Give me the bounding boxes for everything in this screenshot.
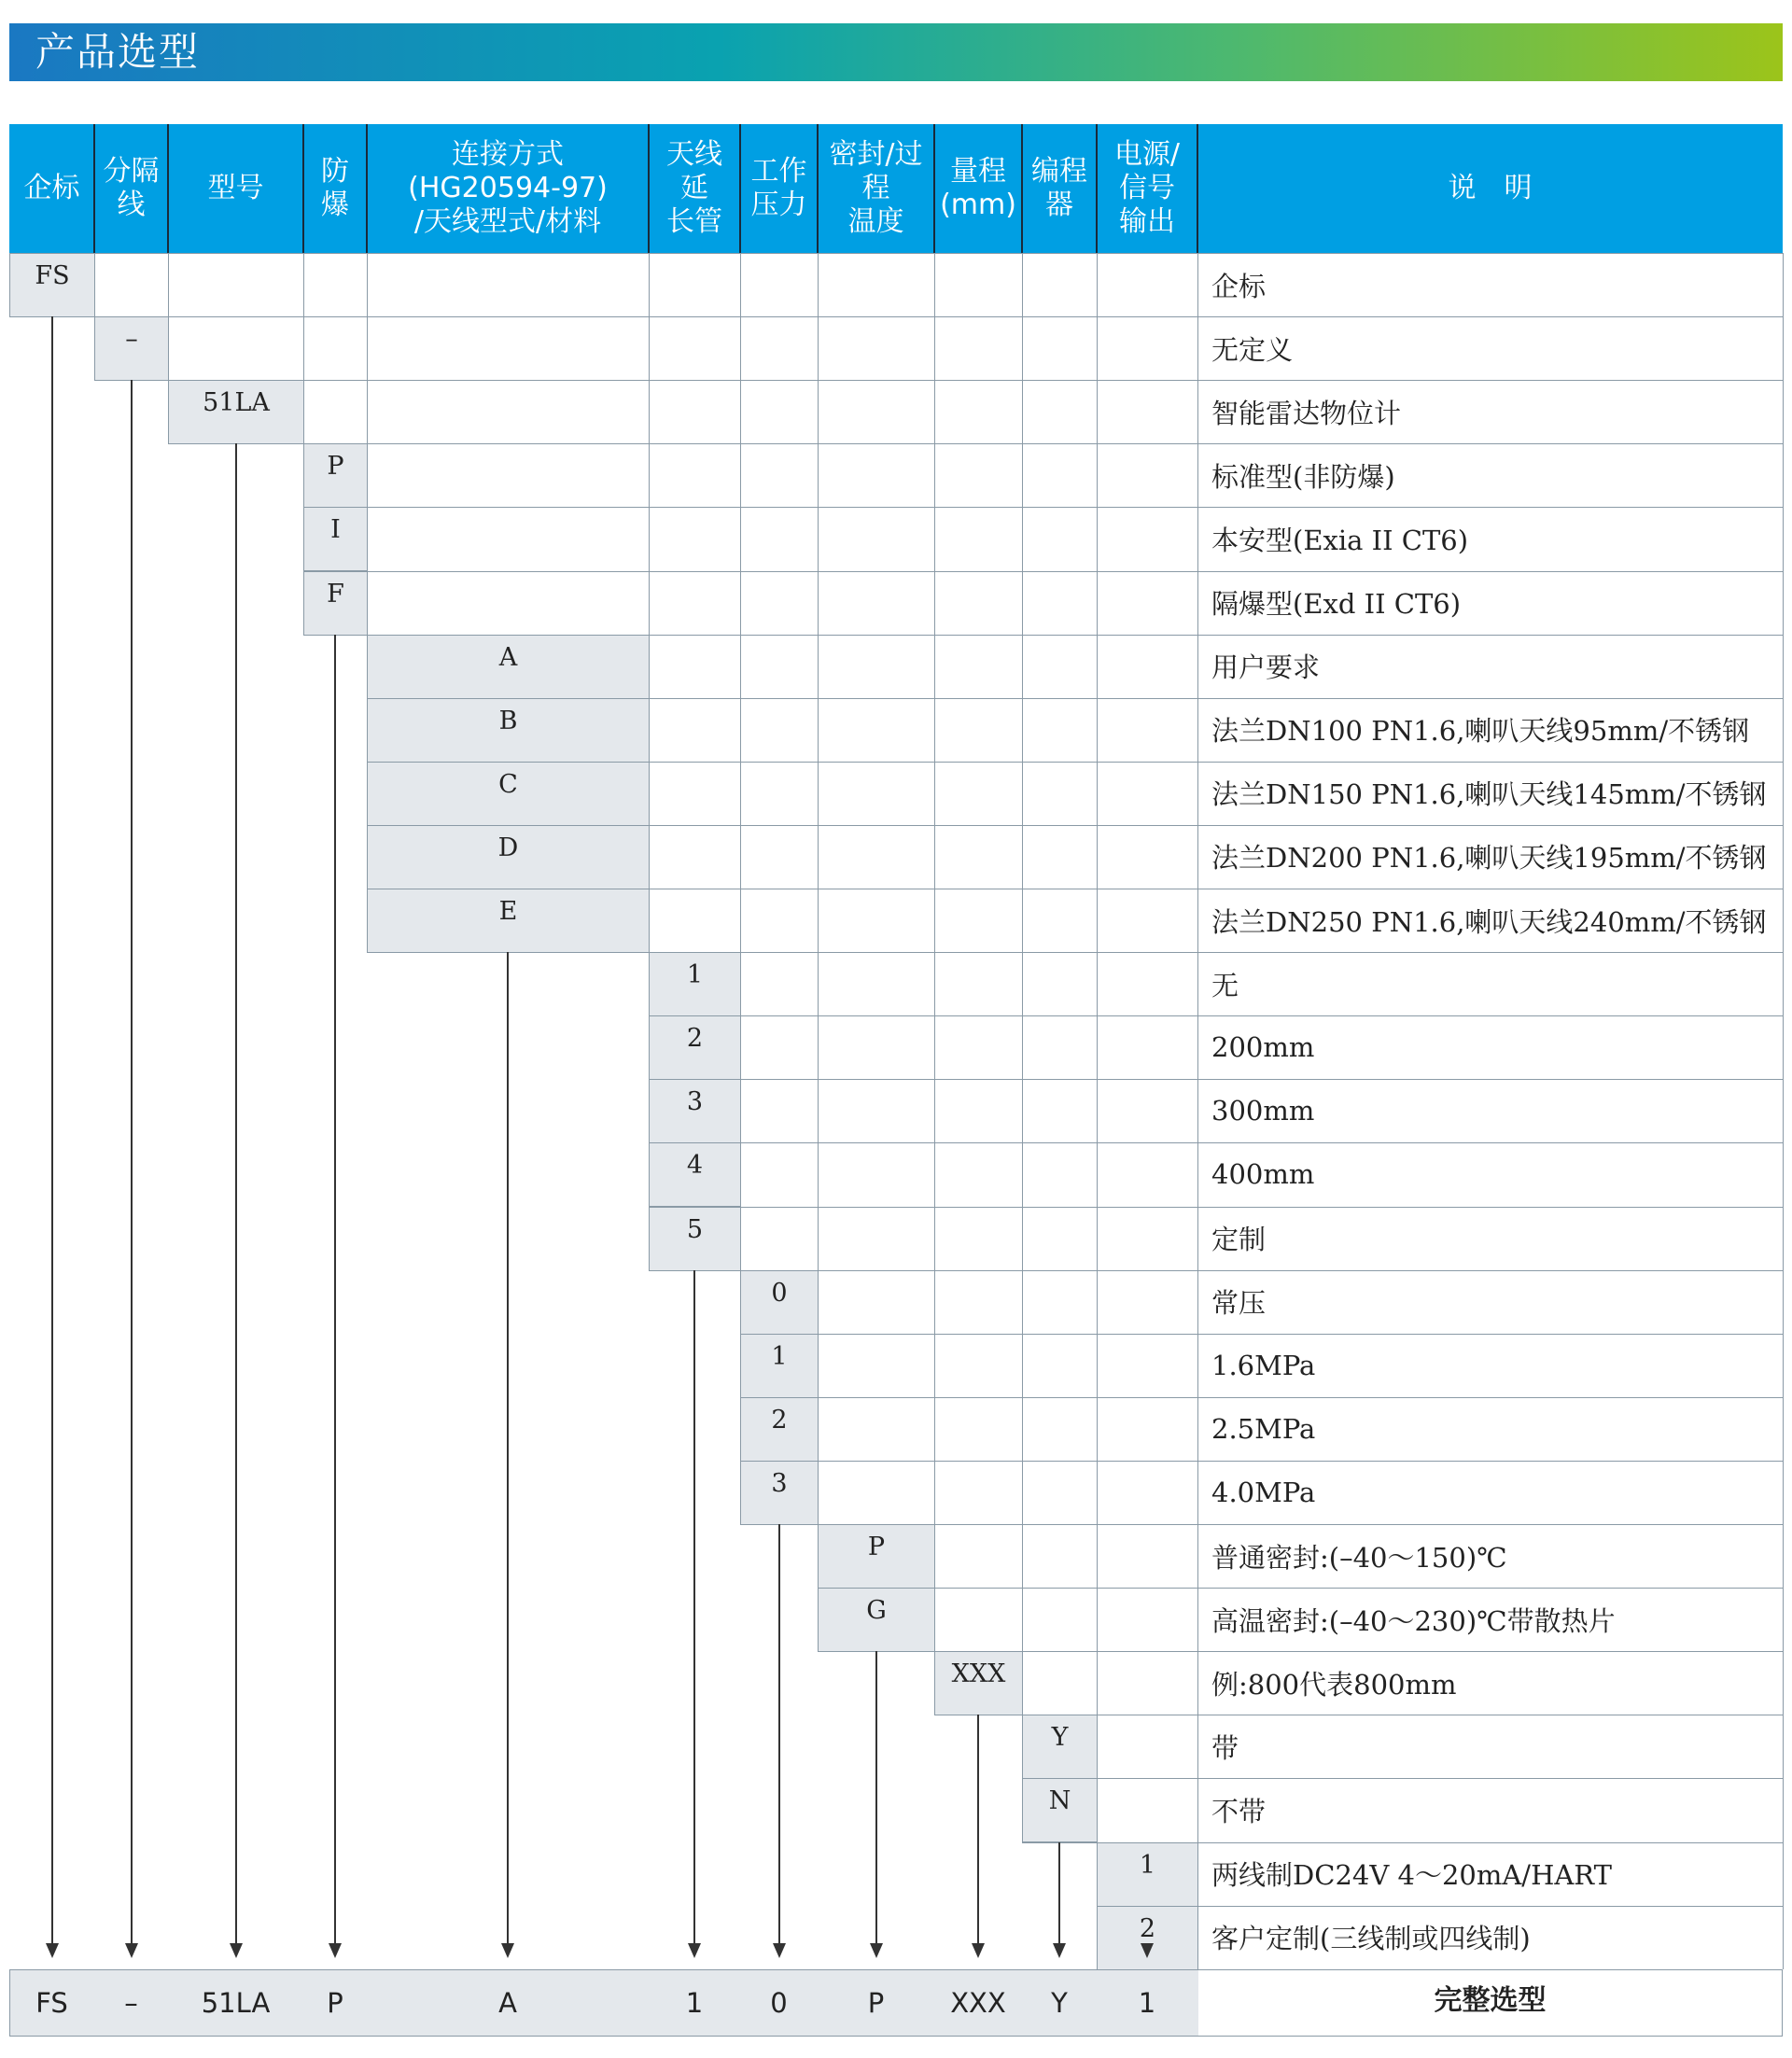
complete-selection-code: 1 (685, 1987, 704, 2019)
code-cell: A (367, 635, 650, 699)
code-cell: B (367, 698, 650, 763)
code-cell: 1 (740, 1334, 819, 1398)
column-header-line: 温度 (847, 205, 904, 238)
row-description: 法兰DN150 PN1.6,喇叭天线145mm/不锈钢 (1211, 778, 1767, 811)
selection-arrow-head (46, 1943, 59, 1958)
column-header (303, 124, 367, 253)
code-cell: – (94, 316, 169, 381)
row-description: 不带 (1211, 1795, 1267, 1827)
complete-selection-code: 51LA (201, 1987, 271, 2019)
code-cell: 3 (649, 1079, 741, 1143)
selection-arrow-head (501, 1943, 514, 1958)
selection-arrow-head (972, 1943, 985, 1958)
selection-arrow-head (870, 1943, 883, 1958)
selection-arrow-line (1058, 1842, 1060, 1946)
code-cell: 51LA (168, 380, 304, 444)
column-header-divider (933, 124, 935, 253)
column-header (9, 124, 94, 253)
selection-arrow-line (334, 635, 336, 1945)
row-description: 普通密封:(–40～150)℃ (1211, 1541, 1507, 1574)
column-header (649, 124, 740, 253)
selection-arrow-line (693, 1270, 695, 1945)
column-header-divider (739, 124, 741, 253)
column-header-line: 爆 (321, 189, 349, 221)
row-description: 智能雷达物位计 (1211, 397, 1402, 429)
row-description: 法兰DN100 PN1.6,喇叭天线95mm/不锈钢 (1211, 715, 1750, 748)
complete-selection-label: 完整选型 (1434, 1984, 1547, 2017)
row-description: 2.5MPa (1211, 1412, 1316, 1445)
column-header (168, 124, 303, 253)
row-description: 例:800代表800mm (1211, 1668, 1457, 1701)
code-cell: 5 (649, 1207, 741, 1271)
column-header (1097, 124, 1197, 253)
code-cell: 2 (649, 1015, 741, 1080)
column-header-line: 程 (861, 172, 890, 204)
column-header-line: 企标 (23, 172, 80, 204)
selection-arrow-head (125, 1943, 138, 1958)
row-description: 200mm (1211, 1031, 1315, 1064)
column-header-divider (817, 124, 819, 253)
column-header-divider (1096, 124, 1098, 253)
complete-selection-code: Y (1051, 1987, 1068, 2019)
column-header-line: 线 (117, 189, 146, 221)
selection-arrow-head (773, 1943, 786, 1958)
column-header-line: 电源/ (1113, 138, 1181, 171)
column-header-line: (HG20594-97) (408, 172, 608, 204)
column-header-line: (mm) (940, 189, 1016, 221)
grid-horizontal-line (9, 253, 1783, 254)
column-header-line: 密封/过 (829, 138, 923, 171)
code-cell: E (367, 889, 650, 953)
selection-arrow-line (131, 380, 133, 1945)
grid-horizontal-line (168, 443, 1783, 444)
row-description: 隔爆型(Exd II CT6) (1211, 588, 1462, 621)
column-header-line: 信号 (1119, 172, 1175, 204)
code-cell: 1 (649, 952, 741, 1016)
column-header-line: 工作 (750, 155, 807, 188)
column-header (740, 124, 818, 253)
selection-arrow-head (688, 1943, 701, 1958)
complete-selection-code: 0 (770, 1987, 788, 2019)
code-cell: 3 (740, 1461, 819, 1525)
complete-selection-code: – (124, 1987, 138, 2019)
column-header-line: 编程 (1031, 155, 1087, 188)
selection-arrow-head (230, 1943, 243, 1958)
column-header-line: 压力 (750, 189, 807, 221)
column-header (1022, 124, 1097, 253)
code-cell: 2 (740, 1397, 819, 1462)
code-cell: I (303, 507, 368, 571)
code-cell: P (303, 443, 368, 508)
complete-selection-code: XXX (950, 1987, 1006, 2019)
column-header-line: 防 (321, 155, 349, 188)
column-header (1197, 124, 1783, 253)
code-cell: F (303, 571, 368, 636)
selection-arrow-head (1053, 1943, 1066, 1958)
code-cell: FS (9, 253, 95, 317)
row-description: 标准型(非防爆) (1211, 460, 1395, 493)
column-header-line: 连接方式 (452, 138, 564, 171)
code-cell: 4 (649, 1142, 741, 1207)
column-header (818, 124, 934, 253)
row-description: 定制 (1211, 1224, 1267, 1256)
row-description: 高温密封:(–40～230)℃带散热片 (1211, 1604, 1616, 1637)
row-description: 带 (1211, 1731, 1239, 1764)
code-cell: N (1022, 1778, 1098, 1842)
grid-vertical-line (1783, 253, 1784, 1969)
grid-horizontal-line (94, 380, 1783, 381)
code-cell: 0 (740, 1270, 819, 1335)
grid-vertical-line (934, 253, 935, 1715)
complete-selection-code: A (498, 1987, 517, 2019)
row-description: 400mm (1211, 1158, 1315, 1191)
column-header-line: 长管 (666, 205, 722, 238)
row-description: 两线制DC24V 4～20mA/HART (1211, 1859, 1612, 1892)
grid-vertical-line (1022, 253, 1023, 1842)
row-description: 客户定制(三线制或四线制) (1211, 1923, 1531, 1955)
selection-arrow-line (875, 1651, 877, 1945)
selection-arrow-line (51, 316, 53, 1945)
column-header-divider (648, 124, 650, 253)
code-cell: G (818, 1588, 935, 1652)
code-cell: XXX (934, 1651, 1023, 1715)
complete-selection-code: 1 (1138, 1987, 1156, 2019)
selection-arrow-head (1141, 1943, 1154, 1958)
selection-arrow-line (977, 1715, 979, 1945)
row-description: 300mm (1211, 1095, 1315, 1127)
column-header-divider (1021, 124, 1023, 253)
code-cell: Y (1022, 1715, 1098, 1779)
code-cell: P (818, 1524, 935, 1589)
column-header (367, 124, 649, 253)
row-description: 企标 (1211, 270, 1267, 302)
column-header-divider (366, 124, 368, 253)
row-description: 1.6MPa (1211, 1349, 1316, 1381)
code-cell: C (367, 762, 650, 826)
grid-horizontal-line (303, 571, 1783, 572)
column-header-line: 说 明 (1448, 172, 1533, 204)
column-header-line: /天线型式/材料 (413, 205, 602, 238)
row-description: 4.0MPa (1211, 1476, 1316, 1508)
column-header-divider (167, 124, 169, 253)
column-header-line: 量程 (950, 155, 1006, 188)
row-description: 法兰DN200 PN1.6,喇叭天线195mm/不锈钢 (1211, 842, 1767, 875)
selection-arrow-head (329, 1943, 342, 1958)
column-header-divider (1197, 124, 1198, 253)
selection-arrow-line (235, 443, 237, 1945)
code-cell: 1 (1097, 1842, 1198, 1907)
section-banner (9, 23, 1783, 81)
complete-selection-code: P (327, 1987, 343, 2019)
column-header-line: 延 (680, 172, 708, 204)
grid-vertical-line (1097, 253, 1098, 1969)
selection-arrow-line (778, 1524, 780, 1945)
row-description: 本安型(Exia II CT6) (1211, 524, 1469, 556)
row-description: 无定义 (1211, 333, 1294, 366)
grid-horizontal-line (9, 316, 1783, 317)
complete-selection-code: FS (35, 1987, 68, 2019)
column-header (934, 124, 1022, 253)
column-header-line: 型号 (207, 172, 264, 204)
row-description: 无 (1211, 969, 1239, 1001)
code-cell: D (367, 825, 650, 889)
grid-horizontal-line (303, 507, 1783, 508)
grid-horizontal-line (1022, 1778, 1783, 1779)
column-header (94, 124, 168, 253)
column-header-line: 分隔 (103, 155, 160, 188)
code-cell: 2 (1097, 1906, 1198, 1970)
section-title: 产品选型 (35, 29, 201, 75)
column-header-line: 天线 (666, 138, 722, 171)
complete-selection-code: P (867, 1987, 885, 2019)
column-header-divider (302, 124, 304, 253)
row-description: 法兰DN250 PN1.6,喇叭天线240mm/不锈钢 (1211, 905, 1767, 938)
row-description: 用户要求 (1211, 651, 1321, 684)
column-header-line: 器 (1045, 189, 1073, 221)
column-header-line: 输出 (1119, 205, 1175, 238)
row-description: 常压 (1211, 1287, 1267, 1320)
column-header-divider (93, 124, 95, 253)
selection-arrow-line (507, 952, 509, 1945)
